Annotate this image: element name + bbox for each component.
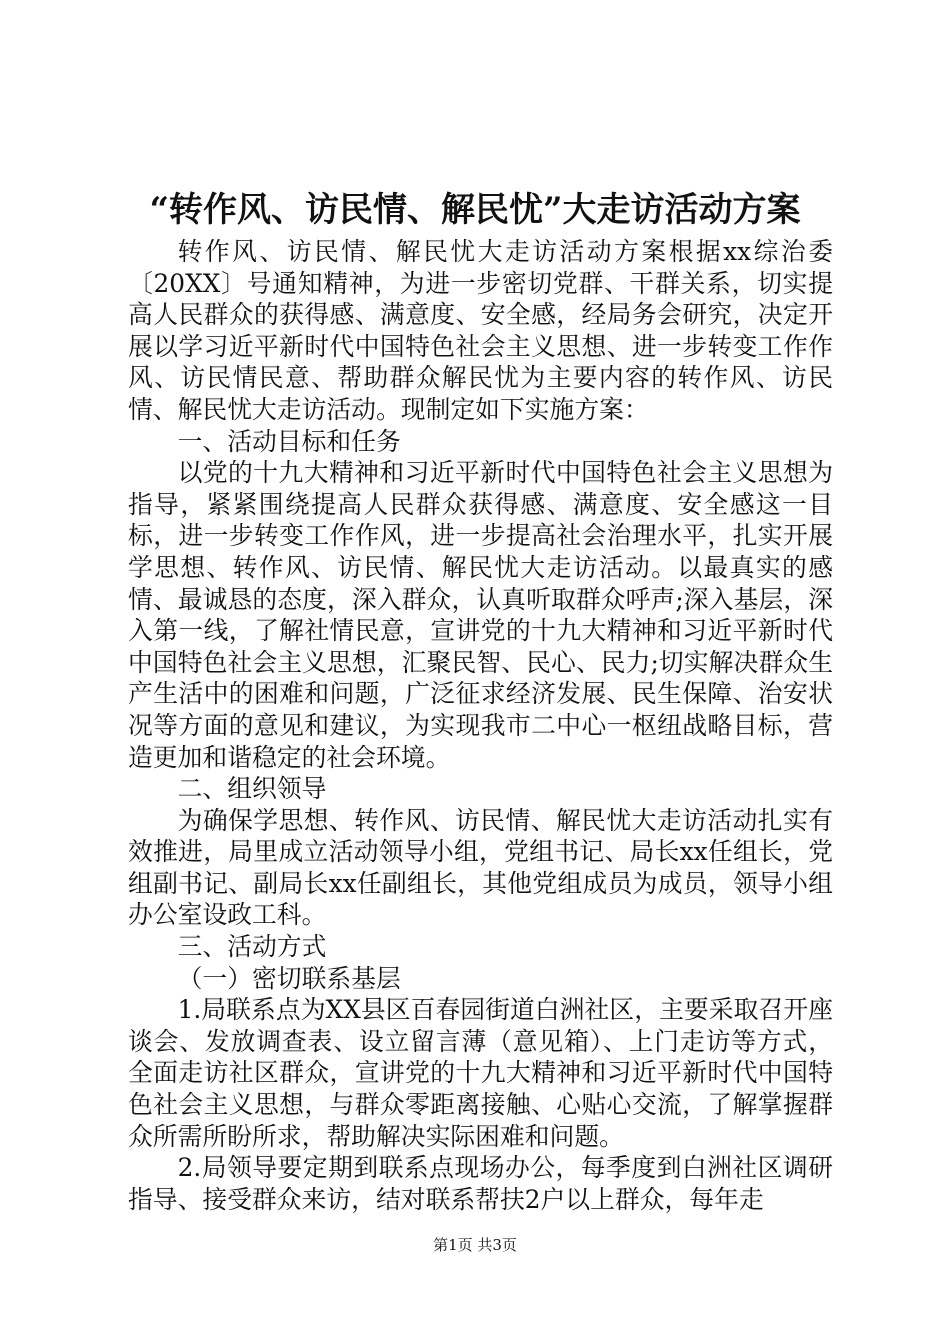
paragraph-intro: 转作风、访民情、解民忧大走访活动方案根据xx综治委〔20XX〕号通知精神，为进一步密切党群、干群关系，切实提高人民群众的获得感、满意度、安全感，经局务会研究，决定开展以学习近平新时代中国特色社会主义思想、进一步转变工作作风、访民情民意、帮助群众解民忧为主要内容的转作风、访民情、解民忧大走访活动。现制定如下实施方案： xyxy=(128,237,833,424)
section-heading-methods: 三、活动方式 xyxy=(177,932,327,962)
paragraph-organization: 为确保学思想、转作风、访民情、解民忧大走访活动扎实有效推进，局里成立活动领导小组，党组书记、局长xx任组长，党组副书记、副局长xx任副组长，其他党组成员为成员，领导小组办公室设政工科。 xyxy=(128,805,833,930)
paragraph-item-2: 2.局领导要定期到联系点现场办公，每季度到白洲社区调研指导、接受群众来访，结对联系帮扶2户以上群众，每年走 xyxy=(128,1153,833,1214)
paragraph-goals: 以党的十九大精神和习近平新时代中国特色社会主义思想为指导，紧紧围绕提高人民群众获得感、满意度、安全感这一目标，进一步转变工作作风，进一步提高社会治理水平，扎实开展学思想、转作风、访民情、解民忧大走访活动。以最真实的感情、最诚恳的态度，深入群众，认真听取群众呼声;深入基层，深入第一线，了解社情民意，宣讲党的十九大精神和习近平新时代中国特色社会主义思想，汇聚民智、民心、民力;切实解决群众生产生活中的困难和问题，广泛征求经济发展、民生保障、治安状况等方面的意见和建议，为实现我市二中心一枢纽战略目标，营造更加和谐稳定的社会环境。 xyxy=(128,458,833,772)
page-number: 第1页 共3页 xyxy=(433,1236,517,1254)
section-heading-goals: 一、活动目标和任务 xyxy=(177,426,401,456)
document-title: “转作风、访民情、解民忧”大走访活动方案 xyxy=(149,190,801,230)
document-body xyxy=(128,236,833,1215)
subsection-heading-contact: （一）密切联系基层 xyxy=(177,963,401,993)
paragraph-item-1: 1.局联系点为XX县区百春园街道白洲社区，主要采取召开座谈会、发放调查表、设立留言薄（意见箱）、上门走访等方式，全面走访社区群众，宣讲党的十九大精神和习近平新时代中国特色社会主义思想，与群众零距离接触、心贴心交流，了解掌握群众所需所盼所求，帮助解决实际困难和问题。 xyxy=(128,995,833,1151)
section-heading-organization: 二、组织领导 xyxy=(177,774,327,804)
